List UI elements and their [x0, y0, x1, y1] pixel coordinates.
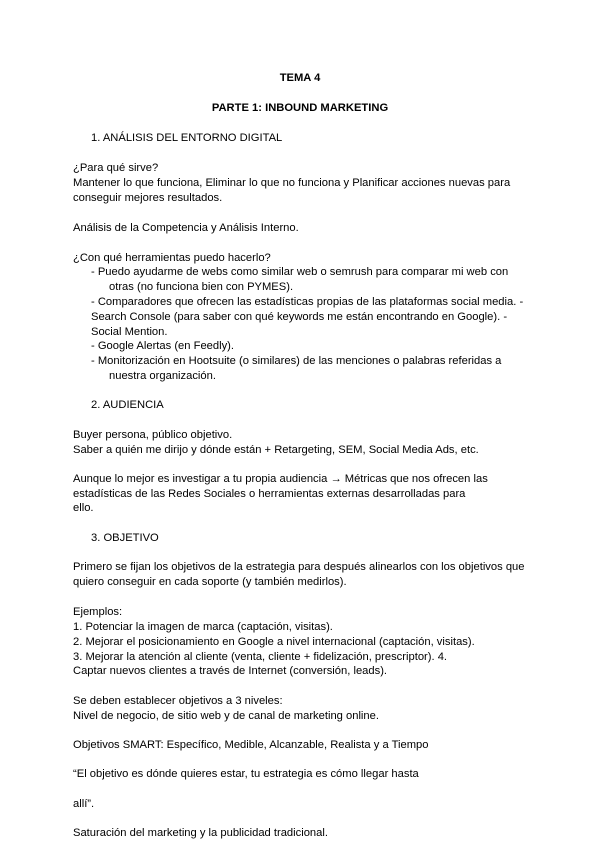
example-line: Captar nuevos clientes a través de Internet (conversión, leads).	[73, 665, 388, 677]
tools-line: Social Mention.	[91, 326, 168, 338]
smart-line: Objetivos SMART: Específico, Medible, Alcanzable, Realista y a Tiempo	[73, 739, 429, 751]
tools-line: Search Console (para saber con qué keywords me están encontrando en Google). -	[91, 311, 508, 323]
doc-title: TEMA 4	[279, 72, 321, 84]
examples-label: Ejemplos:	[73, 606, 123, 618]
audience-line-1: Buyer persona, público objetivo.	[73, 429, 233, 441]
section-1-heading: 1. ANÁLISIS DEL ENTORNO DIGITAL	[91, 132, 283, 144]
audience-paragraph-line: ello.	[73, 502, 94, 514]
tools-line: otras (no funciona bien con PYMES).	[109, 281, 294, 293]
audience-line-2: Saber a quién me dirijo y dónde están + Retargeting, SEM, Social Media Ads, etc.	[73, 444, 479, 456]
tools-line: - Monitorización en Hootsuite (o similares) de las menciones o palabras referidas a	[91, 355, 502, 367]
tools-line: nuestra organización.	[109, 370, 216, 382]
tools-line: - Comparadores que ofrecen las estadísticas propias de las plataformas social media. -	[91, 296, 524, 308]
quote-line-2: allí”.	[73, 798, 95, 810]
audience-paragraph-line: Aunque lo mejor es investigar a tu propia audiencia → Métricas que nos ofrecen las	[73, 473, 488, 485]
section-3-heading: 3. OBJETIVO	[91, 532, 159, 544]
section-2-heading: 2. AUDIENCIA	[91, 399, 164, 411]
answer-purpose-line-1: Mantener lo que funciona, Eliminar lo que no funciona y Planificar acciones nuevas para	[73, 177, 511, 189]
tools-line: - Puedo ayudarme de webs como similar web o semrush para comparar mi web con	[91, 266, 509, 278]
levels-line-1: Se deben establecer objetivos a 3 niveles:	[73, 695, 283, 707]
example-line: 2. Mejorar el posicionamiento en Google a nivel internacional (captación, visitas).	[73, 636, 475, 648]
levels-line-2: Nivel de negocio, de sitio web y de canal de marketing online.	[73, 710, 379, 722]
question-purpose: ¿Para qué sirve?	[73, 162, 159, 174]
tools-line: - Google Alertas (en Feedly).	[91, 340, 235, 352]
analysis-line: Análisis de la Competencia y Análisis Interno.	[73, 222, 299, 234]
objective-intro-line-2: quiero conseguir en cada soporte (y también medirlos).	[73, 576, 347, 588]
example-line: 1. Potenciar la imagen de marca (captación, visitas).	[73, 621, 333, 633]
answer-purpose-line-2: conseguir mejores resultados.	[73, 192, 223, 204]
question-tools: ¿Con qué herramientas puedo hacerlo?	[73, 252, 271, 264]
part-title: PARTE 1: INBOUND MARKETING	[211, 102, 389, 114]
audience-paragraph-line: estadísticas de las Redes Sociales o herramientas externas desarrolladas para	[73, 488, 466, 500]
quote-line-1: “El objetivo es dónde quieres estar, tu estrategia es cómo llegar hasta	[73, 768, 419, 780]
example-line: 3. Mejorar la atención al cliente (venta, cliente + fidelización, prescriptor). 4.	[73, 651, 448, 663]
saturation-line: Saturación del marketing y la publicidad tradicional.	[73, 827, 328, 839]
objective-intro-line-1: Primero se fijan los objetivos de la estrategia para después alinearlos con los objetivos que	[73, 561, 525, 573]
